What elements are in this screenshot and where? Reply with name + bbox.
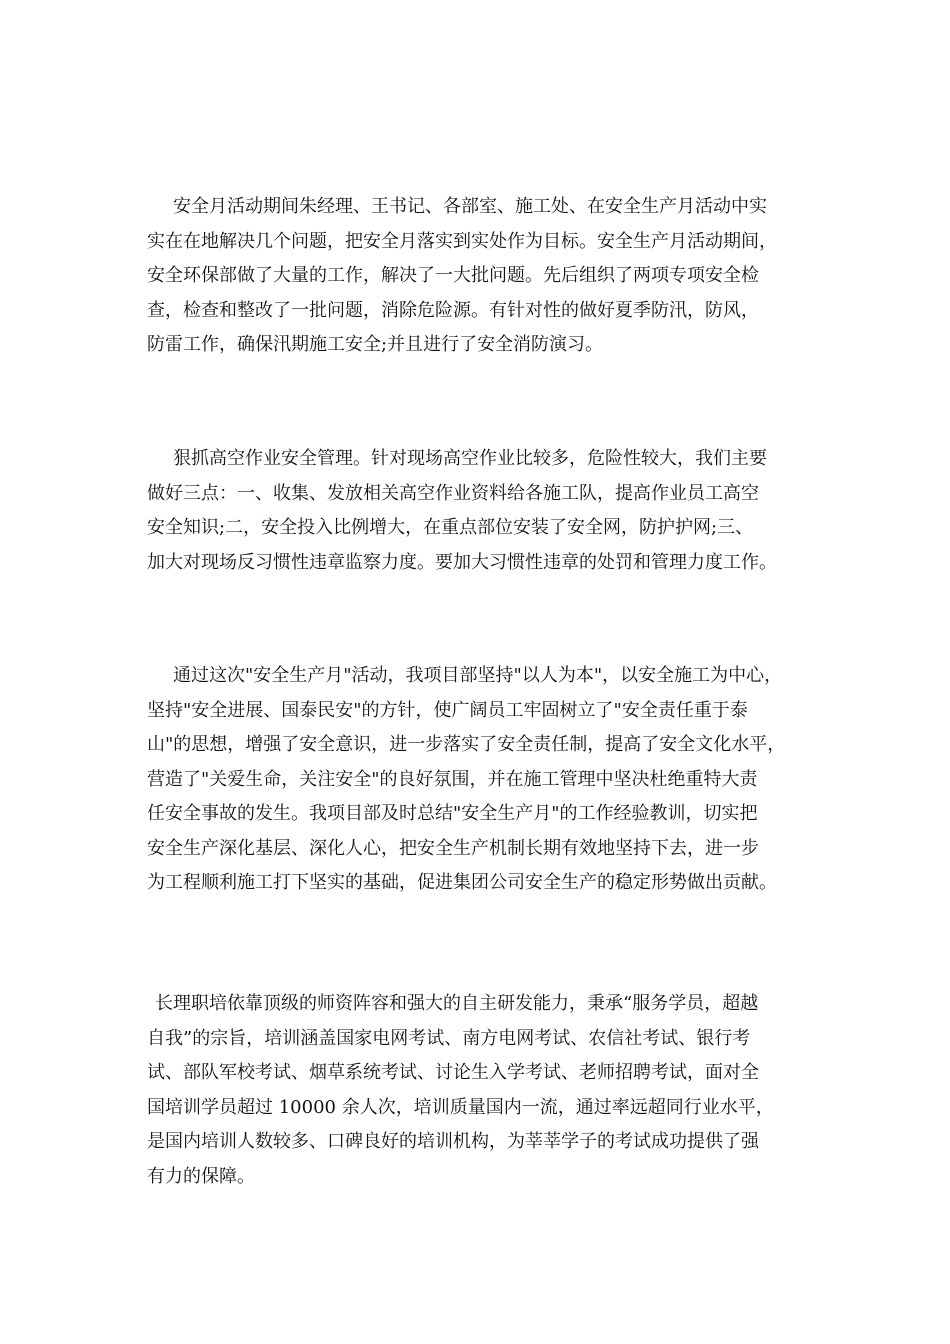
- paragraph-line: 做好三点：一、收集、发放相关高空作业资料给各施工队，提高作业员工高空: [147, 482, 759, 504]
- paragraph-line: 是国内培训人数较多、口碑良好的培训机构，为莘莘学子的考试成功提供了强: [147, 1131, 759, 1152]
- paragraph-line: 安全知识;二，安全投入比例增大，在重点部位安装了安全网，防护护网;三、: [147, 517, 754, 538]
- paragraph-line: 为工程顺利施工打下坚实的基础，促进集团公司安全生产的稳定形势做出贡献。: [147, 872, 777, 893]
- paragraph-line: 山"的思想，增强了安全意识，进一步落实了安全责任制，提高了安全文化水平，: [147, 734, 786, 755]
- paragraph-line: 长理职培依靠顶级的师资阵容和强大的自主研发能力，秉承“服务学员，超越: [155, 993, 759, 1014]
- paragraph-line: 安全生产深化基层、深化人心，把安全生产机制长期有效地坚持下去，进一步: [147, 837, 759, 859]
- paragraph-summary: [147, 659, 847, 901]
- paragraph-line: 试、部队军校考试、烟草系统考试、讨论生入学考试、老师招聘考试，面对全: [147, 1062, 759, 1083]
- paragraph-line: 加大对现场反习惯性违章监察力度。要加大习惯性违章的处罚和管理力度工作。: [147, 551, 777, 573]
- paragraph-line: 营造了"关爱生命，关注安全"的良好氛围，并在施工管理中坚决杜绝重特大责: [147, 768, 758, 790]
- paragraph-safety-month: [147, 190, 847, 363]
- paragraph-line: 任安全事故的发生。我项目部及时总结"安全生产月"的工作经验教训，切实把: [147, 803, 758, 824]
- paragraph-line: 安全环保部做了大量的工作，解决了一大批问题。先后组织了两项专项安全检: [147, 265, 759, 286]
- paragraph-line: 查，检查和整改了一批问题，消除危险源。有针对性的做好夏季防汛，防风，: [147, 299, 759, 321]
- paragraph-line: 坚持"安全进展、国泰民安"的方针，使广阔员工牢固树立了"安全责任重于泰: [147, 699, 748, 721]
- paragraph-training-ad: [147, 987, 847, 1194]
- paragraph-high-altitude: [147, 442, 847, 580]
- paragraph-line: 实在在地解决几个问题，把安全月落实到实处作为目标。安全生产月活动期间，: [147, 230, 777, 252]
- paragraph-line: 通过这次"安全生产月"活动，我项目部坚持"以人为本"，以安全施工为中心，: [173, 665, 783, 686]
- paragraph-line: 防雷工作，确保汛期施工安全;并且进行了安全消防演习。: [147, 334, 604, 355]
- paragraph-line: 有力的保障。: [147, 1165, 255, 1187]
- paragraph-line: 自我”的宗旨，培训涵盖国家电网考试、南方电网考试、农信社考试、银行考: [147, 1027, 751, 1049]
- paragraph-line: 安全月活动期间朱经理、王书记、各部室、施工处、在安全生产月活动中实: [173, 196, 767, 217]
- paragraph-line: 狠抓高空作业安全管理。针对现场高空作业比较多，危险性较大，我们主要: [173, 448, 767, 469]
- paragraph-line: 国培训学员超过 10000 余人次，培训质量国内一流，通过率远超同行业水平，: [147, 1096, 774, 1118]
